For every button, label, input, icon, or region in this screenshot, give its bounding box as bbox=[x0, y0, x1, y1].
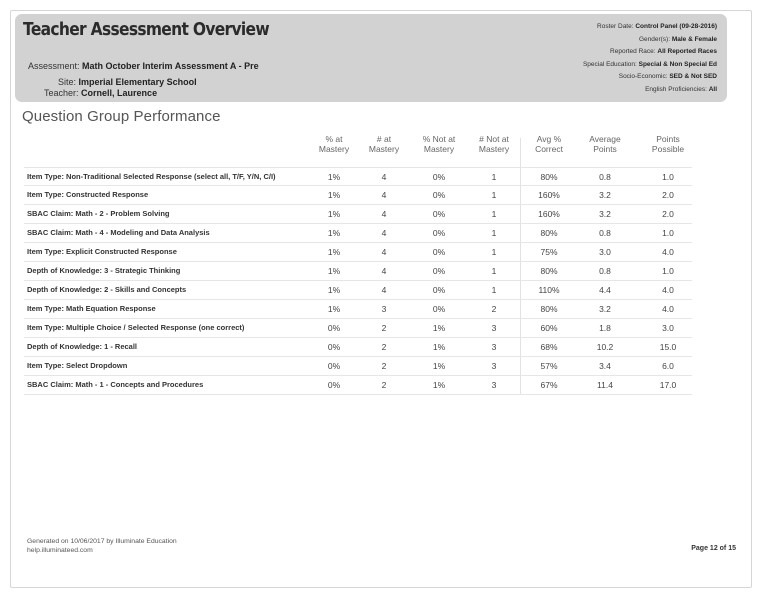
cell-avg-points: 3.2 bbox=[599, 209, 611, 219]
footer-generated: Generated on 10/06/2017 by Illuminate Education bbox=[27, 538, 177, 545]
col-header-line: Avg % bbox=[536, 134, 562, 144]
site-label: Site: bbox=[58, 77, 77, 87]
cell-pct-mastery: 1% bbox=[327, 209, 341, 219]
cell-points-possible: 4.0 bbox=[662, 304, 674, 314]
col-header-line: # Not at bbox=[479, 134, 509, 144]
teacher-value: Cornell, Laurence bbox=[81, 88, 158, 98]
cell-num-mastery: 4 bbox=[381, 266, 387, 276]
cell-points-possible: 1.0 bbox=[662, 228, 674, 238]
cell-avg-correct: 80% bbox=[540, 266, 558, 276]
col-header-line: Points bbox=[656, 134, 680, 144]
table-row bbox=[24, 338, 692, 357]
cell-points-possible: 2.0 bbox=[662, 190, 674, 200]
report-title: Teacher Assessment Overview bbox=[23, 19, 269, 40]
table-row bbox=[24, 281, 692, 300]
cell-pct-not: 0% bbox=[432, 190, 446, 200]
table-row bbox=[24, 300, 692, 319]
cell-num-mastery: 4 bbox=[381, 190, 387, 200]
cell-num-not: 1 bbox=[491, 228, 497, 238]
cell-pct-mastery: 0% bbox=[327, 323, 341, 333]
filter-label: Special Education: bbox=[582, 60, 637, 68]
row-label: Item Type: Multiple Choice / Selected Response (one correct) bbox=[27, 323, 245, 332]
table-row bbox=[24, 167, 692, 186]
cell-num-mastery: 4 bbox=[381, 228, 387, 238]
filter-roster-date bbox=[583, 21, 717, 34]
col-header-avg-points bbox=[582, 134, 628, 154]
cell-pct-not: 0% bbox=[432, 247, 446, 257]
cell-num-not: 1 bbox=[491, 172, 497, 182]
cell-num-not: 1 bbox=[491, 266, 497, 276]
cell-num-not: 1 bbox=[491, 247, 497, 257]
col-header-line: % Not at bbox=[422, 134, 456, 144]
assessment-info bbox=[28, 61, 259, 71]
filter-label: English Proficiencies: bbox=[645, 85, 707, 93]
cell-num-not: 3 bbox=[491, 380, 497, 390]
cell-avg-correct: 80% bbox=[540, 172, 558, 182]
cell-points-possible: 1.0 bbox=[662, 172, 674, 182]
row-label: SBAC Claim: Math - 4 - Modeling and Data Analysis bbox=[27, 228, 210, 237]
row-label: Item Type: Select Dropdown bbox=[27, 361, 128, 370]
table-row bbox=[24, 262, 692, 281]
cell-avg-points: 3.2 bbox=[599, 190, 611, 200]
cell-pct-mastery: 1% bbox=[327, 285, 341, 295]
cell-avg-points: 10.2 bbox=[596, 342, 614, 352]
filter-label: Roster Date: bbox=[597, 23, 634, 30]
filter-value: All bbox=[708, 85, 717, 93]
filter-label: Socio-Economic: bbox=[618, 73, 668, 81]
site-value: Imperial Elementary School bbox=[78, 77, 197, 87]
cell-num-not: 3 bbox=[491, 323, 497, 333]
cell-avg-correct: 57% bbox=[540, 361, 558, 371]
cell-avg-points: 3.2 bbox=[599, 304, 611, 314]
filter-label: Gender(s): bbox=[638, 35, 671, 43]
cell-num-not: 1 bbox=[491, 209, 497, 219]
cell-pct-not: 1% bbox=[432, 380, 446, 390]
cell-pct-not: 0% bbox=[432, 285, 446, 295]
cell-pct-not: 0% bbox=[432, 228, 446, 238]
cell-avg-points: 1.8 bbox=[599, 323, 611, 333]
cell-pct-mastery: 1% bbox=[327, 266, 341, 276]
cell-pct-not: 1% bbox=[432, 342, 446, 352]
table-row bbox=[24, 186, 692, 205]
row-label: Item Type: Constructed Response bbox=[27, 190, 149, 199]
cell-num-mastery: 4 bbox=[381, 285, 387, 295]
cell-num-mastery: 4 bbox=[381, 172, 387, 182]
cell-num-mastery: 4 bbox=[381, 209, 387, 219]
col-header-num-mastery bbox=[364, 134, 404, 154]
cell-num-mastery: 2 bbox=[381, 342, 387, 352]
footer-site: help.illuminateed.com bbox=[27, 547, 93, 554]
cell-points-possible: 3.0 bbox=[662, 323, 674, 333]
cell-pct-mastery: 0% bbox=[327, 380, 341, 390]
cell-avg-correct: 80% bbox=[540, 228, 558, 238]
row-label: Depth of Knowledge: 2 - Skills and Concepts bbox=[27, 285, 187, 294]
filter-value: All Reported Races bbox=[657, 48, 717, 56]
cell-avg-correct: 80% bbox=[540, 304, 558, 314]
table-row bbox=[24, 357, 692, 376]
cell-avg-correct: 68% bbox=[540, 342, 558, 352]
cell-pct-mastery: 1% bbox=[327, 190, 341, 200]
col-header-line: Mastery bbox=[318, 144, 350, 154]
cell-pct-mastery: 0% bbox=[327, 361, 341, 371]
cell-num-not: 3 bbox=[491, 361, 497, 371]
filter-value: Special & Non Special Ed bbox=[638, 60, 717, 68]
assessment-value: Math October Interim Assessment A - Pre bbox=[82, 61, 259, 71]
table-row bbox=[24, 243, 692, 262]
cell-pct-not: 1% bbox=[432, 323, 446, 333]
table-row bbox=[24, 205, 692, 224]
cell-points-possible: 15.0 bbox=[659, 342, 677, 352]
col-header-line: Mastery bbox=[368, 144, 400, 154]
filter-value: SED & Not SED bbox=[669, 73, 717, 81]
col-header-line: # at bbox=[376, 134, 392, 144]
cell-pct-not: 0% bbox=[432, 304, 446, 314]
cell-points-possible: 4.0 bbox=[662, 247, 674, 257]
cell-avg-correct: 67% bbox=[540, 380, 558, 390]
col-header-line: Points bbox=[593, 144, 617, 154]
col-header-line: Correct bbox=[535, 144, 563, 154]
cell-num-mastery: 2 bbox=[381, 380, 387, 390]
row-label: Depth of Knowledge: 3 - Strategic Thinking bbox=[27, 266, 181, 275]
cell-pct-mastery: 1% bbox=[327, 304, 341, 314]
report-header bbox=[15, 14, 727, 102]
cell-avg-points: 3.4 bbox=[599, 361, 611, 371]
cell-num-not: 3 bbox=[491, 342, 497, 352]
cell-pct-mastery: 1% bbox=[327, 228, 341, 238]
filter-label: Reported Race: bbox=[610, 48, 656, 56]
filter-english-proficiency bbox=[583, 84, 717, 97]
row-label: Item Type: Math Equation Response bbox=[27, 304, 156, 313]
filter-race bbox=[583, 46, 717, 59]
cell-pct-mastery: 1% bbox=[327, 247, 341, 257]
col-header-line: Mastery bbox=[478, 144, 510, 154]
col-header-line: Average bbox=[589, 134, 621, 144]
cell-pct-not: 0% bbox=[432, 266, 446, 276]
row-label: Depth of Knowledge: 1 - Recall bbox=[27, 342, 138, 351]
filter-socio-economic bbox=[583, 71, 717, 84]
cell-points-possible: 6.0 bbox=[662, 361, 674, 371]
page-number: Page 12 of 15 bbox=[691, 545, 736, 552]
col-header-num-not-mastery bbox=[471, 134, 517, 154]
cell-num-mastery: 4 bbox=[381, 247, 387, 257]
row-label: SBAC Claim: Math - 2 - Problem Solving bbox=[27, 209, 170, 218]
table-row bbox=[24, 224, 692, 243]
cell-avg-points: 3.0 bbox=[599, 247, 611, 257]
footer-info bbox=[27, 537, 177, 555]
cell-points-possible: 4.0 bbox=[662, 285, 674, 295]
cell-num-not: 2 bbox=[491, 304, 497, 314]
site-info bbox=[58, 77, 197, 87]
col-header-pct-not-mastery bbox=[416, 134, 462, 154]
table-row bbox=[24, 376, 692, 395]
cell-pct-not: 0% bbox=[432, 209, 446, 219]
cell-avg-correct: 60% bbox=[540, 323, 558, 333]
teacher-label: Teacher: bbox=[44, 88, 79, 98]
cell-avg-points: 11.4 bbox=[597, 380, 613, 390]
col-header-line: Mastery bbox=[423, 144, 455, 154]
cell-avg-correct: 75% bbox=[540, 247, 558, 257]
cell-avg-points: 0.8 bbox=[599, 228, 611, 238]
filter-summary bbox=[583, 21, 717, 97]
row-label: SBAC Claim: Math - 1 - Concepts and Procedures bbox=[27, 380, 204, 389]
cell-num-mastery: 2 bbox=[381, 361, 387, 371]
filter-value: Male & Female bbox=[671, 35, 717, 43]
cell-avg-points: 0.8 bbox=[599, 266, 611, 276]
cell-avg-correct: 110% bbox=[538, 285, 560, 295]
cell-avg-points: 4.4 bbox=[599, 285, 611, 295]
filter-special-ed bbox=[583, 59, 717, 72]
cell-pct-not: 0% bbox=[432, 172, 446, 182]
cell-points-possible: 1.0 bbox=[662, 266, 674, 276]
col-header-line: % at bbox=[325, 134, 343, 144]
cell-num-mastery: 2 bbox=[381, 323, 387, 333]
table-row bbox=[24, 319, 692, 338]
row-label: Item Type: Explicit Constructed Response bbox=[27, 247, 177, 256]
performance-table bbox=[24, 167, 692, 395]
cell-pct-mastery: 0% bbox=[327, 342, 341, 352]
col-header-avg-correct bbox=[526, 134, 572, 154]
col-header-pct-mastery bbox=[314, 134, 354, 154]
filter-gender bbox=[583, 34, 717, 47]
cell-avg-correct: 160% bbox=[538, 190, 560, 200]
row-label: Item Type: Non-Traditional Selected Response (select all, T/F, Y/N, C/I) bbox=[27, 172, 276, 181]
cell-num-not: 1 bbox=[491, 190, 497, 200]
col-header-points-possible bbox=[645, 134, 691, 154]
cell-num-not: 1 bbox=[491, 285, 497, 295]
cell-points-possible: 2.0 bbox=[662, 209, 674, 219]
section-title: Question Group Performance bbox=[22, 108, 221, 125]
cell-num-mastery: 3 bbox=[381, 304, 387, 314]
cell-avg-points: 0.8 bbox=[599, 172, 611, 182]
col-header-line: Possible bbox=[651, 144, 685, 154]
filter-value: Control Panel (09-28-2016) bbox=[635, 23, 717, 30]
cell-pct-mastery: 1% bbox=[327, 172, 341, 182]
assessment-label: Assessment: bbox=[28, 61, 80, 71]
cell-avg-correct: 160% bbox=[538, 209, 560, 219]
teacher-info bbox=[44, 88, 157, 98]
cell-points-possible: 17.0 bbox=[659, 380, 677, 390]
cell-pct-not: 1% bbox=[432, 361, 446, 371]
